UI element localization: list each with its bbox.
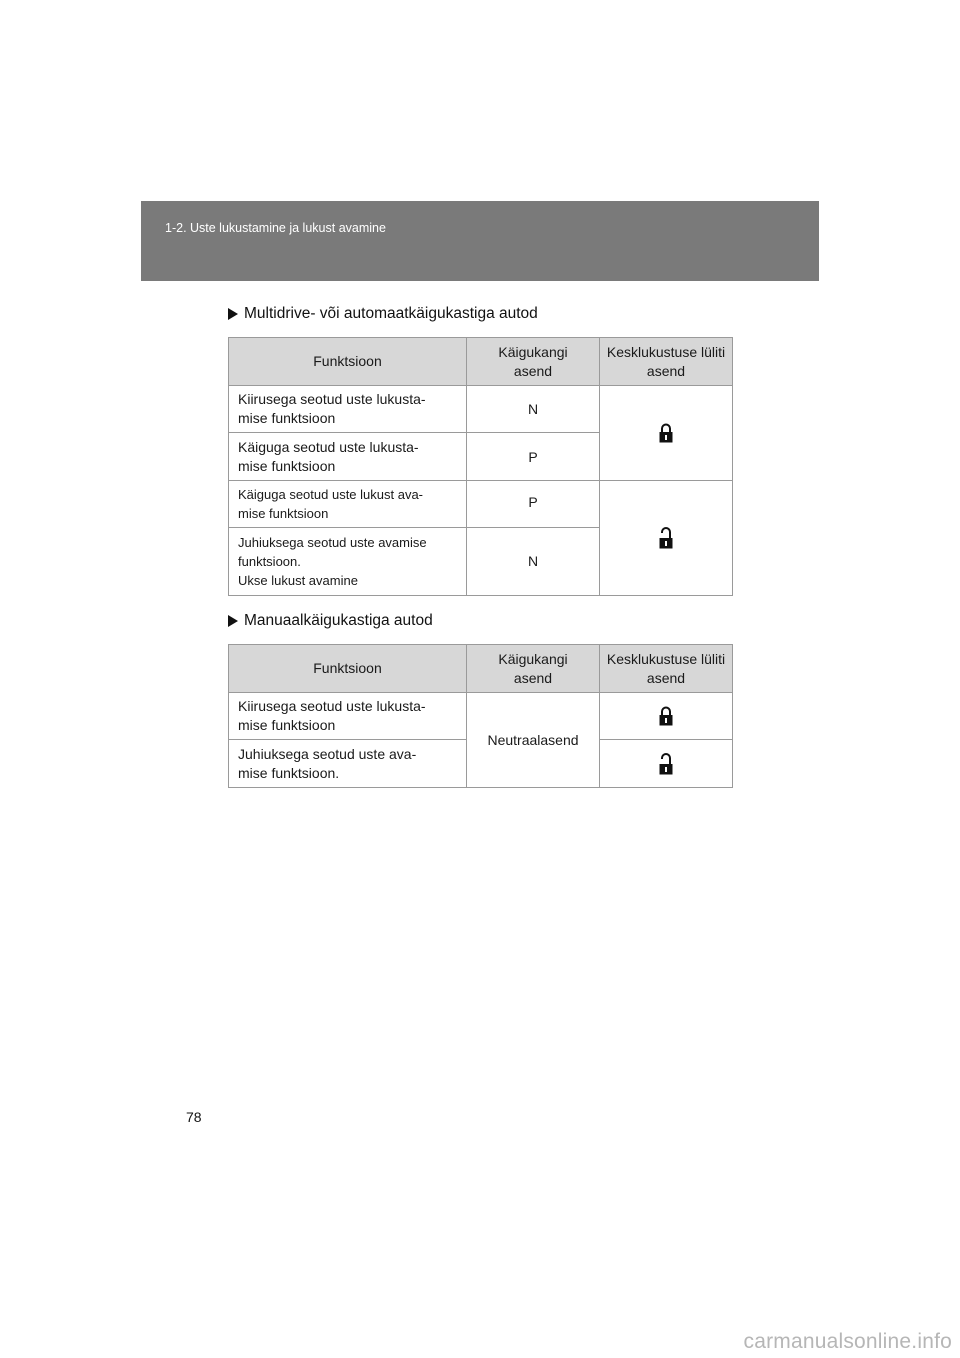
row-function <box>229 386 467 433</box>
row-function-line: Ukse lukust avamine <box>238 573 358 588</box>
watermark: carmanualsonline.info <box>743 1330 952 1353</box>
col-header-switch-text: Kesklukustuse lüliti asend <box>606 343 726 379</box>
row-switch <box>600 693 733 740</box>
table-automatic <box>228 337 733 596</box>
arrow-right-icon <box>228 308 238 320</box>
chapter-header-title: 1-2. Uste lukustamine ja lukust avamine <box>165 221 386 235</box>
table-header-row <box>229 645 733 693</box>
row-function-line: funktsioon. <box>238 554 301 569</box>
col-header-function: Funktsioon <box>229 338 467 386</box>
lock-closed-icon <box>659 423 673 443</box>
lock-open-icon <box>659 753 673 775</box>
row-function <box>229 528 467 596</box>
col-header-function: Funktsioon <box>229 645 467 693</box>
row-function-text: Käiguga seotud uste lukust ava- mise funktsioon <box>238 487 424 521</box>
col-header-gear-text: Käigukangi asend <box>498 650 568 686</box>
row-function-text: Kiirusega seotud uste lukusta- mise funktsioon <box>238 698 426 733</box>
row-function-text: Käiguga seotud uste lukusta- mise funktsioon <box>238 438 419 474</box>
row-gear: Neutraalasend <box>467 693 600 788</box>
page-number: 78 <box>186 1109 202 1125</box>
row-gear: N <box>467 528 600 596</box>
col-header-switch-text: Kesklukustuse lüliti asend <box>606 650 726 686</box>
row-function <box>229 693 467 740</box>
row-gear: P <box>467 433 600 481</box>
table-manual <box>228 644 733 788</box>
col-header-gear <box>467 338 600 386</box>
table-row <box>229 386 733 433</box>
section-title-automatic <box>228 305 538 323</box>
row-function-line: Juhiuksega seotud uste avamise <box>238 535 427 550</box>
col-header-gear <box>467 645 600 693</box>
row-switch <box>600 481 733 596</box>
lock-closed-icon <box>659 706 673 726</box>
table-header-row <box>229 338 733 386</box>
row-function-text: Juhiuksega seotud uste ava- mise funktsioon. <box>238 745 417 781</box>
row-function <box>229 433 467 481</box>
lock-open-icon <box>659 527 673 549</box>
section-title-automatic-text: Multidrive- või automaatkäigukastiga autod <box>244 305 538 322</box>
row-gear: N <box>467 386 600 433</box>
col-header-switch <box>600 338 733 386</box>
col-header-gear-text: Käigukangi asend <box>498 343 568 379</box>
row-function-text: Kiirusega seotud uste lukusta- mise funktsioon <box>238 391 426 426</box>
row-switch <box>600 740 733 788</box>
arrow-right-icon <box>228 615 238 627</box>
row-gear: P <box>467 481 600 528</box>
row-function <box>229 481 467 528</box>
table-row <box>229 693 733 740</box>
chapter-header-band <box>141 201 819 281</box>
section-title-manual <box>228 612 433 630</box>
table-row <box>229 481 733 528</box>
col-header-switch <box>600 645 733 693</box>
row-switch <box>600 386 733 481</box>
row-function <box>229 740 467 788</box>
section-title-manual-text: Manuaalkäigukastiga autod <box>244 612 433 629</box>
